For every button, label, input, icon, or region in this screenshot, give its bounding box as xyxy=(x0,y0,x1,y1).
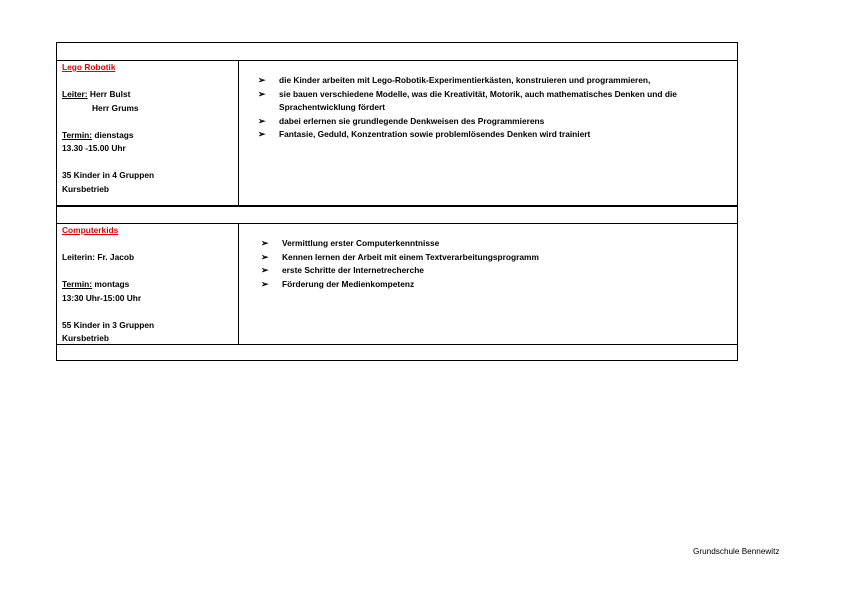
page-footer: Grundschule Bennewitz xyxy=(693,547,780,556)
list-item: ➢ Fantasie, Geduld, Konzentration sowie problemlösendes Denken wird trainiert xyxy=(258,128,733,142)
arrowhead-bullet-icon: ➢ xyxy=(261,251,269,262)
leader-line xyxy=(62,88,154,102)
date-value: dienstags xyxy=(92,129,134,140)
kids-count: 55 Kinder in 3 Gruppen xyxy=(62,319,155,330)
lego-robotik-table xyxy=(56,42,738,206)
computerkids-table xyxy=(56,206,738,361)
arrowhead-bullet-icon: ➢ xyxy=(258,115,266,126)
leader-name-2: Herr Grums xyxy=(92,102,139,113)
arrowhead-bullet-icon: ➢ xyxy=(261,265,269,275)
time-line: 13.30 -15.00 Uhr xyxy=(62,143,126,153)
arrowhead-bullet-icon: ➢ xyxy=(258,75,266,85)
lego-info-cell xyxy=(62,61,154,196)
leader-line: Leiterin: Fr. Jacob xyxy=(62,252,135,262)
leader-label: Leiter: xyxy=(62,89,88,99)
arrowhead-bullet-icon: ➢ xyxy=(261,278,269,289)
table-divider xyxy=(57,223,737,224)
date-line xyxy=(62,129,154,143)
course-title: Computerkids xyxy=(62,225,119,235)
arrowhead-bullet-icon: ➢ xyxy=(258,88,266,99)
column-divider xyxy=(238,60,239,205)
kids-count: 35 Kinder in 4 Gruppen xyxy=(62,170,155,180)
list-item: ➢ erste Schritte der Internetrecherche xyxy=(261,264,736,278)
course-mode: Kursbetrieb xyxy=(62,333,110,343)
list-item: ➢ sie bauen verschiedene Modelle, was die Kreativität, Motorik, auch mathematisches Denken und die Sprachentwicklung fördert xyxy=(258,88,677,112)
list-item: ➢ die Kinder arbeiten mit Lego-Robotik-Experimentierkästen, konstruieren und programmieren, xyxy=(258,74,733,88)
lego-bullet-list xyxy=(258,74,733,142)
list-item: ➢ Kennen lernen der Arbeit mit einem Textverarbeitungsprogramm xyxy=(261,251,736,265)
leader-name: Herr Bulst xyxy=(87,89,131,99)
date-label: Termin: xyxy=(62,129,93,140)
course-title: Lego Robotik xyxy=(62,62,116,72)
list-item: ➢ Förderung der Medienkompetenz xyxy=(261,278,736,292)
arrowhead-bullet-icon: ➢ xyxy=(261,238,269,248)
time-line: 13:30 Uhr-15:00 Uhr xyxy=(62,292,142,303)
arrowhead-bullet-icon: ➢ xyxy=(258,129,266,139)
column-divider xyxy=(238,223,239,344)
table-divider xyxy=(57,60,737,61)
computerkids-info-cell xyxy=(62,224,154,346)
course-mode: Kursbetrieb xyxy=(62,183,110,194)
list-item: ➢ Vermittlung erster Computerkenntnisse xyxy=(261,237,736,251)
date-label: Termin: xyxy=(62,279,93,289)
computerkids-bullet-list xyxy=(261,237,736,291)
table-divider xyxy=(57,344,737,345)
list-item: ➢ dabei erlernen sie grundlegende Denkweisen des Programmierens xyxy=(258,115,733,129)
date-value: montags xyxy=(92,279,130,289)
date-line xyxy=(62,278,154,292)
